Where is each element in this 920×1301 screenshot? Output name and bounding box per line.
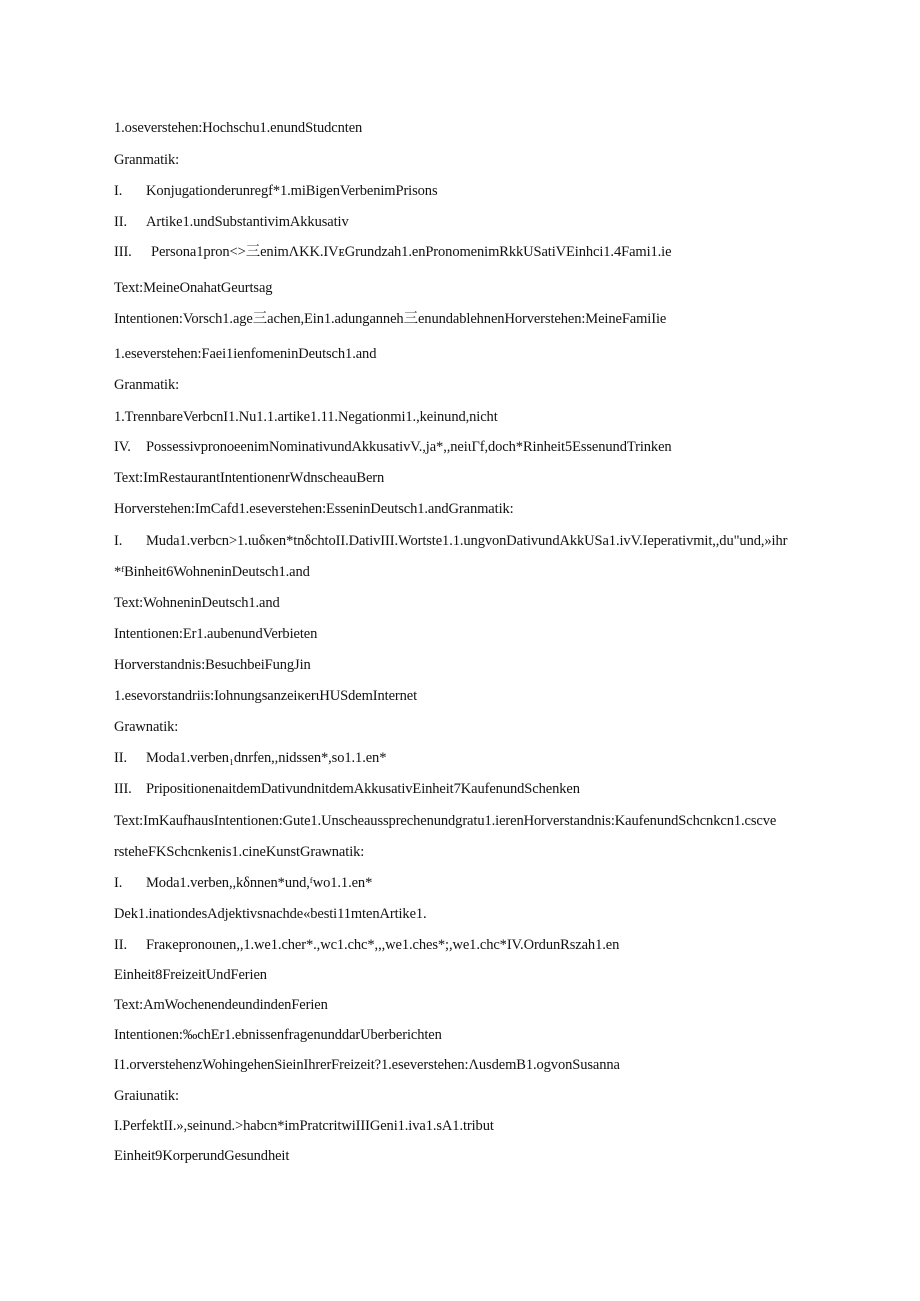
list-item: III. PripositionenaitdemDativundnitdemAkkusativEinheit7KaufenundSchenken [114, 781, 580, 797]
list-item: I. Moda1.verben,,kδnnen*und,ᶠwo1.1.en* [114, 875, 373, 891]
list-item: II. Artike1.undSubstantivimAkkusativ [114, 214, 349, 230]
text-line: Intentionen:‰chEr1.ebnissenfragenunddarUberberichten [114, 1027, 442, 1043]
list-number: II. [114, 937, 127, 953]
list-item: IV. PossessivpronoeenimNominativundAkkusativV.,ja*,,neiιΓf,doch*Rinheit5EssenundTrinken [114, 439, 672, 455]
list-item: I. Konjugationderunregf*1.miBigenVerbenimPrisons [114, 183, 438, 199]
text-line: Text:MeineOnahatGeurtsag [114, 280, 273, 296]
list-number: III. [114, 781, 132, 797]
text-line: Text:ImKaufhausIntentionen:Gute1.Unscheaussprechenundgratu1.ierenHorverstandnis:KaufenundSchcnkcn1.cscve [114, 813, 777, 829]
section-heading: Einheit8FreizeitUndFerien [114, 967, 267, 983]
list-number: IV. [114, 439, 131, 455]
text-line: 1.esevorstandriis:IohnungsanzeiκerιHUSdemInternet [114, 688, 418, 704]
list-number: II. [114, 750, 127, 766]
list-number: I. [114, 183, 123, 199]
text-line: 1.eseverstehen:Faei1ienfomeninDeutsch1.and [114, 346, 377, 362]
text-line: rsteheFKSchcnkenis1.cineKunstGrawnatik: [114, 844, 365, 860]
text-line: 1.TrennbareVerbcnI1.Nu1.1.artike1.11.Negationmi1.,keinund,nicht [114, 409, 498, 425]
list-item: III. Persona1pron<>三enimΛKK.IVᴇGrundzah1.enPronomenimRkkUSatiVEinhci1.4Fami1.ie [114, 244, 672, 260]
text-line: Dek1.inationdesAdjektivsnachde«besti11mtenArtike1. [114, 906, 427, 922]
section-heading: Granmatik: [114, 152, 180, 168]
list-number: III. [114, 244, 132, 260]
text-line: *ᶠBinheit6WohneninDeutsch1.and [114, 564, 310, 580]
text-line: Intentionen:Vorsch1.age三achen,Ein1.adunganneh三enundablehnenHorverstehen:MeineFamiIie [114, 311, 667, 327]
list-item: II. Moda1.verben₁dnrfen,,nidssen*,so1.1.en* [114, 750, 387, 766]
text-line: I1.orverstehenzWohingehenSieinIhrerFreizeit?1.eseverstehen:ΛusdemB1.ogvonSusanna [114, 1057, 620, 1073]
text-line: Intentionen:Er1.aubenundVerbieten [114, 626, 318, 642]
section-heading: Grawnatik: [114, 719, 179, 735]
text-line: Text:AmWochenendeundindenFerien [114, 997, 328, 1013]
text-line: 1.oseverstehen:Hochschu1.enundStudcnten [114, 120, 363, 136]
text-line: Horverstehen:ImCafd1.eseverstehen:EsseninDeutsch1.andGranmatik: [114, 501, 514, 517]
list-item: II. Fraκepronoιnen,,1.we1.cher*.,wc1.chc*,,,we1.ches*;,we1.chc*IV.OrdunRszah1.en [114, 937, 620, 953]
list-item: I. Muda1.verbcn>1.ιuδκen*tnδchtoII.DativIII.Wortste1.1.ungvonDativundAkkUSa1.ivV.Ieperativmit,,du"und,»ihr [114, 533, 788, 549]
section-heading: Einheit9KorperundGesundheit [114, 1148, 290, 1164]
list-number: I. [114, 533, 123, 549]
text-line: Text:WohneninDeutsch1.and [114, 595, 280, 611]
list-number: I. [114, 875, 123, 891]
text-line: Text:ImRestaurantIntentionenrWdnscheauBern [114, 470, 385, 486]
section-heading: Graiunatik: [114, 1088, 179, 1104]
list-number: II. [114, 214, 127, 230]
section-heading: Granmatik: [114, 377, 180, 393]
text-line: Horverstandnis:BesuchbeiFungJin [114, 657, 311, 673]
text-line: I.PerfektII.»,seinund.>habcn*imPratcritwiIIIGeni1.iva1.sA1.tribut [114, 1118, 494, 1134]
